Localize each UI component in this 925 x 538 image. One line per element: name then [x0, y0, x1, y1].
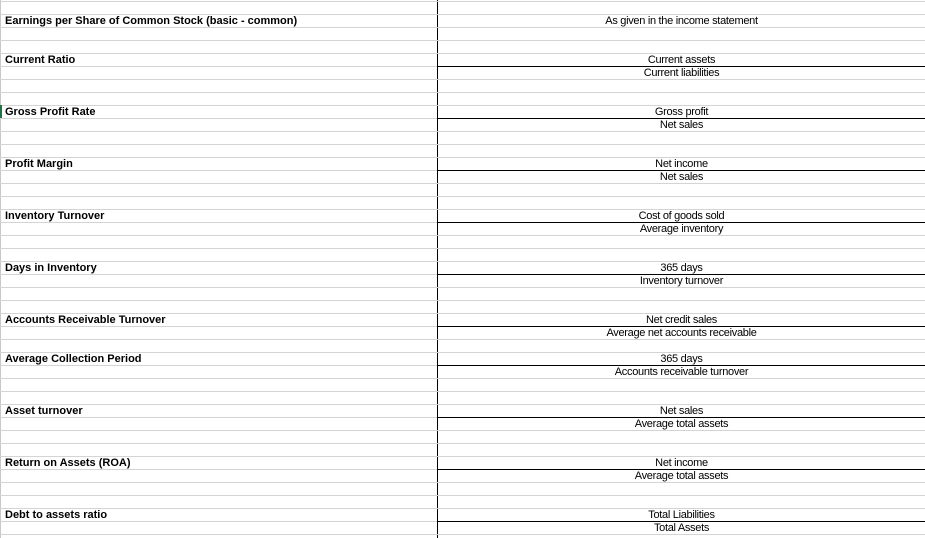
row-gridline	[0, 92, 925, 93]
row-gridline	[0, 40, 925, 41]
formula-numerator: Net sales	[659, 405, 704, 417]
formula-denominator: Net sales	[659, 171, 704, 183]
formula-numerator: As given in the income statement	[605, 15, 758, 27]
formula-denominator: Average net accounts receivable	[606, 327, 757, 339]
formula-denominator: Total Assets	[653, 522, 710, 534]
formula-numerator: Total Liabilities	[648, 509, 715, 521]
formula-denominator: Inventory turnover	[639, 275, 724, 287]
row-gridline	[0, 443, 925, 444]
ratio-name: Earnings per Share of Common Stock (basic - common)	[5, 15, 298, 27]
formula-numerator: Net credit sales	[645, 314, 717, 326]
ratio-name: Profit Margin	[5, 158, 73, 170]
row-gridline	[0, 248, 925, 249]
formula-denominator: Net sales	[659, 119, 704, 131]
formula-denominator: Accounts receivable turnover	[614, 366, 749, 378]
ratio-name: Days in Inventory	[5, 262, 97, 274]
row-gridline	[0, 1, 925, 2]
row-gridline	[0, 144, 925, 145]
ratio-name: Inventory Turnover	[5, 210, 105, 222]
ratio-name: Gross Profit Rate	[5, 106, 96, 118]
ratio-name: Debt to assets ratio	[5, 509, 108, 521]
row-gridline	[0, 495, 925, 496]
formula-numerator: 365 days	[660, 262, 703, 274]
formula-denominator: Average inventory	[639, 223, 724, 235]
formula-numerator: Gross profit	[654, 106, 709, 118]
ratio-name: Accounts Receivable Turnover	[5, 314, 166, 326]
formula-numerator: Cost of goods sold	[638, 210, 725, 222]
formula-numerator: Current assets	[647, 54, 716, 66]
formula-numerator: 365 days	[660, 353, 703, 365]
formula-numerator: Net income	[655, 457, 708, 469]
formula-denominator: Average total assets	[634, 470, 729, 482]
row-gridline	[0, 196, 925, 197]
row-gridline	[0, 300, 925, 301]
ratio-name: Return on Assets (ROA)	[5, 457, 131, 469]
ratio-name: Asset turnover	[5, 405, 83, 417]
row-gridline	[0, 391, 925, 392]
formula-denominator: Average total assets	[634, 418, 729, 430]
formula-denominator: Current liabilities	[643, 67, 720, 79]
ratio-name: Current Ratio	[5, 54, 76, 66]
ratio-name: Average Collection Period	[5, 353, 142, 365]
formula-numerator: Net income	[655, 158, 708, 170]
